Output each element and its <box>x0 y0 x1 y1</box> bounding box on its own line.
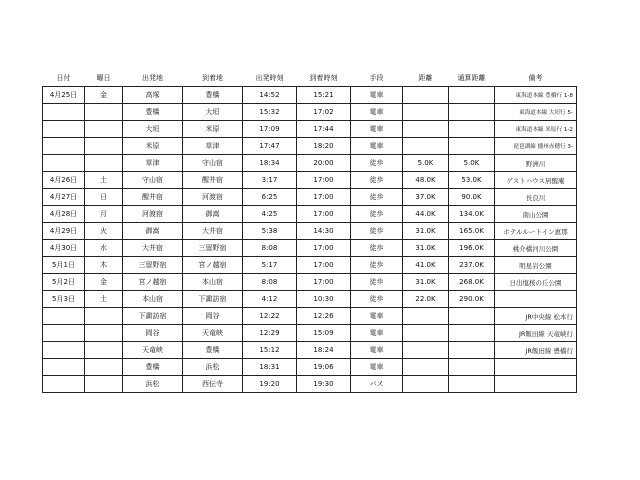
cell-notes: JR飯田線 豊橋行 <box>495 342 577 359</box>
cell-destination: 河渡宿 <box>183 189 243 206</box>
cell-arrival-time: 17:00 <box>297 206 351 223</box>
cell-departure-time: 8:08 <box>243 274 297 291</box>
cell-departure-time: 18:34 <box>243 155 297 172</box>
cell-arrival-time: 10:30 <box>297 291 351 308</box>
cell-distance: 31.0K <box>403 274 449 291</box>
cell-weekday <box>85 138 123 155</box>
cell-arrival-time: 17:00 <box>297 257 351 274</box>
cell-weekday: 土 <box>85 291 123 308</box>
cell-notes: 東海道本線 米原行 1-2 <box>495 121 577 138</box>
cell-means: 徒歩 <box>351 155 403 172</box>
cell-distance <box>403 325 449 342</box>
cell-departure-time: 4:25 <box>243 206 297 223</box>
cell-destination: 大垣 <box>183 104 243 121</box>
cell-date: 5月1日 <box>43 257 85 274</box>
cell-distance: 37.0K <box>403 189 449 206</box>
cell-origin: 天竜峡 <box>123 342 183 359</box>
cell-departure-time: 18:31 <box>243 359 297 376</box>
cell-notes: ホテルルートイン恵那 <box>495 223 577 240</box>
cell-weekday <box>85 104 123 121</box>
cell-weekday: 火 <box>85 223 123 240</box>
cell-total-distance: 165.0K <box>449 223 495 240</box>
table-row <box>43 308 577 325</box>
header-date: 日付 <box>56 74 71 82</box>
cell-destination: 下諏訪宿 <box>183 291 243 308</box>
cell-means: 徒歩 <box>351 172 403 189</box>
cell-origin: 御嵩 <box>123 223 183 240</box>
table-row <box>43 223 577 240</box>
cell-arrival-time: 14:30 <box>297 223 351 240</box>
cell-origin: 大垣 <box>123 121 183 138</box>
cell-destination: 豊橋 <box>183 342 243 359</box>
cell-means: 電車 <box>351 359 403 376</box>
cell-destination: 浜松 <box>183 359 243 376</box>
cell-means: バス <box>351 376 403 393</box>
cell-weekday <box>85 308 123 325</box>
cell-notes: 野洲川 <box>495 155 577 172</box>
cell-destination: 豊橋 <box>183 87 243 104</box>
cell-origin: 大井宿 <box>123 240 183 257</box>
cell-notes: 桃介橋河川公園 <box>495 240 577 257</box>
cell-notes: 琵琶湖線 播州赤穂行 3- <box>495 138 577 155</box>
cell-arrival-time: 17:00 <box>297 172 351 189</box>
cell-arrival-time: 15:09 <box>297 325 351 342</box>
cell-means: 徒歩 <box>351 274 403 291</box>
cell-date: 4月29日 <box>43 223 85 240</box>
cell-date <box>43 121 85 138</box>
cell-origin: 草津 <box>123 155 183 172</box>
cell-arrival-time: 17:00 <box>297 189 351 206</box>
cell-weekday <box>85 359 123 376</box>
cell-date <box>43 155 85 172</box>
cell-arrival-time: 17:44 <box>297 121 351 138</box>
cell-departure-time: 17:09 <box>243 121 297 138</box>
cell-total-distance: 196.0K <box>449 240 495 257</box>
cell-means: 電車 <box>351 104 403 121</box>
cell-distance <box>403 104 449 121</box>
cell-notes: JR飯田線 天竜峡行 <box>495 325 577 342</box>
table-row <box>43 155 577 172</box>
cell-date: 4月28日 <box>43 206 85 223</box>
cell-weekday: 土 <box>85 172 123 189</box>
cell-notes: 長良川 <box>495 189 577 206</box>
cell-date <box>43 376 85 393</box>
cell-departure-time: 12:29 <box>243 325 297 342</box>
cell-notes: JR中央線 松本行 <box>495 308 577 325</box>
cell-notes: 日出塩桜の丘公園 <box>495 274 577 291</box>
table-row <box>43 376 577 393</box>
cell-means: 電車 <box>351 342 403 359</box>
cell-distance: 44.0K <box>403 206 449 223</box>
cell-date <box>43 325 85 342</box>
cell-distance: 22.0K <box>403 291 449 308</box>
cell-total-distance <box>449 138 495 155</box>
cell-weekday: 金 <box>85 87 123 104</box>
cell-total-distance <box>449 87 495 104</box>
cell-departure-time: 15:32 <box>243 104 297 121</box>
cell-arrival-time: 20:00 <box>297 155 351 172</box>
cell-total-distance <box>449 104 495 121</box>
cell-date <box>43 342 85 359</box>
cell-origin: 三留野宿 <box>123 257 183 274</box>
cell-means: 電車 <box>351 325 403 342</box>
cell-destination: 三留野宿 <box>183 240 243 257</box>
cell-destination: 本山宿 <box>183 274 243 291</box>
cell-distance: 31.0K <box>403 240 449 257</box>
cell-weekday <box>85 325 123 342</box>
table-row <box>43 189 577 206</box>
cell-origin: 下諏訪宿 <box>123 308 183 325</box>
cell-origin: 岡谷 <box>123 325 183 342</box>
cell-means: 電車 <box>351 121 403 138</box>
cell-distance: 31.0K <box>403 223 449 240</box>
cell-arrival-time: 17:00 <box>297 240 351 257</box>
cell-total-distance <box>449 359 495 376</box>
cell-origin: 本山宿 <box>123 291 183 308</box>
cell-distance <box>403 342 449 359</box>
cell-origin: 豊橋 <box>123 104 183 121</box>
table-row <box>43 121 577 138</box>
cell-distance: 41.0K <box>403 257 449 274</box>
cell-date: 4月25日 <box>43 87 85 104</box>
cell-departure-time: 4:12 <box>243 291 297 308</box>
cell-destination: 米原 <box>183 121 243 138</box>
cell-distance <box>403 87 449 104</box>
cell-distance <box>403 359 449 376</box>
cell-date: 4月26日 <box>43 172 85 189</box>
cell-notes: 東海道本線 大垣行 5- <box>495 104 577 121</box>
cell-total-distance: 268.0K <box>449 274 495 291</box>
header-destination: 到着地 <box>202 74 223 82</box>
cell-distance <box>403 138 449 155</box>
cell-total-distance <box>449 376 495 393</box>
cell-departure-time: 19:20 <box>243 376 297 393</box>
cell-origin: 守山宿 <box>123 172 183 189</box>
cell-means: 電車 <box>351 87 403 104</box>
cell-origin: 河渡宿 <box>123 206 183 223</box>
cell-origin: 豊橋 <box>123 359 183 376</box>
table-row <box>43 138 577 155</box>
cell-means: 徒歩 <box>351 189 403 206</box>
cell-distance: 5.0K <box>403 155 449 172</box>
cell-departure-time: 5:38 <box>243 223 297 240</box>
cell-total-distance: 237.0K <box>449 257 495 274</box>
cell-date <box>43 104 85 121</box>
cell-origin: 宮ノ越宿 <box>123 274 183 291</box>
cell-distance <box>403 376 449 393</box>
cell-departure-time: 12:22 <box>243 308 297 325</box>
cell-means: 電車 <box>351 138 403 155</box>
cell-notes: 東海道本線 豊橋行 1-8 <box>495 87 577 104</box>
cell-weekday <box>85 376 123 393</box>
cell-means: 徒歩 <box>351 223 403 240</box>
cell-departure-time: 15:12 <box>243 342 297 359</box>
cell-arrival-time: 19:30 <box>297 376 351 393</box>
header-distance: 距離 <box>418 74 433 82</box>
cell-weekday: 日 <box>85 189 123 206</box>
cell-departure-time: 17:47 <box>243 138 297 155</box>
cell-notes: ゲストハウス居醒庵 <box>495 172 577 189</box>
cell-date <box>43 138 85 155</box>
cell-destination: 西伝寺 <box>183 376 243 393</box>
itinerary-body <box>43 87 577 393</box>
cell-total-distance: 90.0K <box>449 189 495 206</box>
itinerary-table <box>42 70 577 393</box>
cell-distance <box>403 308 449 325</box>
cell-origin: 米原 <box>123 138 183 155</box>
cell-weekday <box>85 342 123 359</box>
table-row <box>43 87 577 104</box>
cell-arrival-time: 17:00 <box>297 274 351 291</box>
cell-date: 4月30日 <box>43 240 85 257</box>
cell-date: 4月27日 <box>43 189 85 206</box>
table-row <box>43 325 577 342</box>
table-row <box>43 342 577 359</box>
header-notes: 備考 <box>528 74 543 82</box>
cell-departure-time: 14:52 <box>243 87 297 104</box>
itinerary-sheet <box>42 70 577 393</box>
cell-notes <box>495 376 577 393</box>
header-means: 手段 <box>369 74 384 82</box>
header-total-distance: 通算距離 <box>457 74 486 82</box>
cell-notes <box>495 291 577 308</box>
cell-notes: 南山公園 <box>495 206 577 223</box>
cell-destination: 御嵩 <box>183 206 243 223</box>
cell-departure-time: 8:08 <box>243 240 297 257</box>
cell-distance: 48.0K <box>403 172 449 189</box>
cell-destination: 守山宿 <box>183 155 243 172</box>
cell-notes: 明星岩公園 <box>495 257 577 274</box>
cell-total-distance <box>449 308 495 325</box>
cell-total-distance: 5.0K <box>449 155 495 172</box>
cell-weekday: 水 <box>85 240 123 257</box>
cell-arrival-time: 18:24 <box>297 342 351 359</box>
cell-means: 徒歩 <box>351 291 403 308</box>
cell-notes <box>495 359 577 376</box>
cell-date <box>43 359 85 376</box>
cell-date: 5月2日 <box>43 274 85 291</box>
cell-destination: 大井宿 <box>183 223 243 240</box>
cell-date <box>43 308 85 325</box>
cell-origin: 高塚 <box>123 87 183 104</box>
cell-destination: 草津 <box>183 138 243 155</box>
header-departure-time: 出発時刻 <box>255 74 284 82</box>
cell-total-distance: 290.0K <box>449 291 495 308</box>
header-row <box>43 70 577 87</box>
cell-weekday <box>85 155 123 172</box>
cell-total-distance: 134.0K <box>449 206 495 223</box>
cell-means: 徒歩 <box>351 240 403 257</box>
cell-means: 電車 <box>351 308 403 325</box>
cell-date: 5月3日 <box>43 291 85 308</box>
header-weekday: 曜日 <box>96 74 111 82</box>
cell-destination: 醒井宿 <box>183 172 243 189</box>
cell-departure-time: 6:25 <box>243 189 297 206</box>
cell-total-distance <box>449 342 495 359</box>
cell-total-distance <box>449 121 495 138</box>
header-origin: 出発地 <box>142 74 163 82</box>
cell-departure-time: 5:17 <box>243 257 297 274</box>
cell-origin: 醒井宿 <box>123 189 183 206</box>
cell-departure-time: 3:17 <box>243 172 297 189</box>
table-row <box>43 104 577 121</box>
table-row <box>43 240 577 257</box>
cell-arrival-time: 12:26 <box>297 308 351 325</box>
cell-total-distance <box>449 325 495 342</box>
cell-arrival-time: 17:02 <box>297 104 351 121</box>
cell-means: 徒歩 <box>351 206 403 223</box>
header-arrival-time: 到着時刻 <box>309 74 338 82</box>
cell-destination: 宮ノ越宿 <box>183 257 243 274</box>
cell-weekday: 月 <box>85 206 123 223</box>
cell-arrival-time: 18:20 <box>297 138 351 155</box>
cell-weekday: 木 <box>85 257 123 274</box>
cell-destination: 天竜峡 <box>183 325 243 342</box>
cell-weekday: 金 <box>85 274 123 291</box>
cell-origin: 浜松 <box>123 376 183 393</box>
cell-destination: 岡谷 <box>183 308 243 325</box>
table-row <box>43 291 577 308</box>
cell-arrival-time: 19:06 <box>297 359 351 376</box>
table-row <box>43 172 577 189</box>
cell-weekday <box>85 121 123 138</box>
cell-means: 徒歩 <box>351 257 403 274</box>
cell-distance <box>403 121 449 138</box>
table-row <box>43 206 577 223</box>
cell-total-distance: 53.0K <box>449 172 495 189</box>
cell-arrival-time: 15:21 <box>297 87 351 104</box>
table-row <box>43 257 577 274</box>
table-row <box>43 274 577 291</box>
table-row <box>43 359 577 376</box>
